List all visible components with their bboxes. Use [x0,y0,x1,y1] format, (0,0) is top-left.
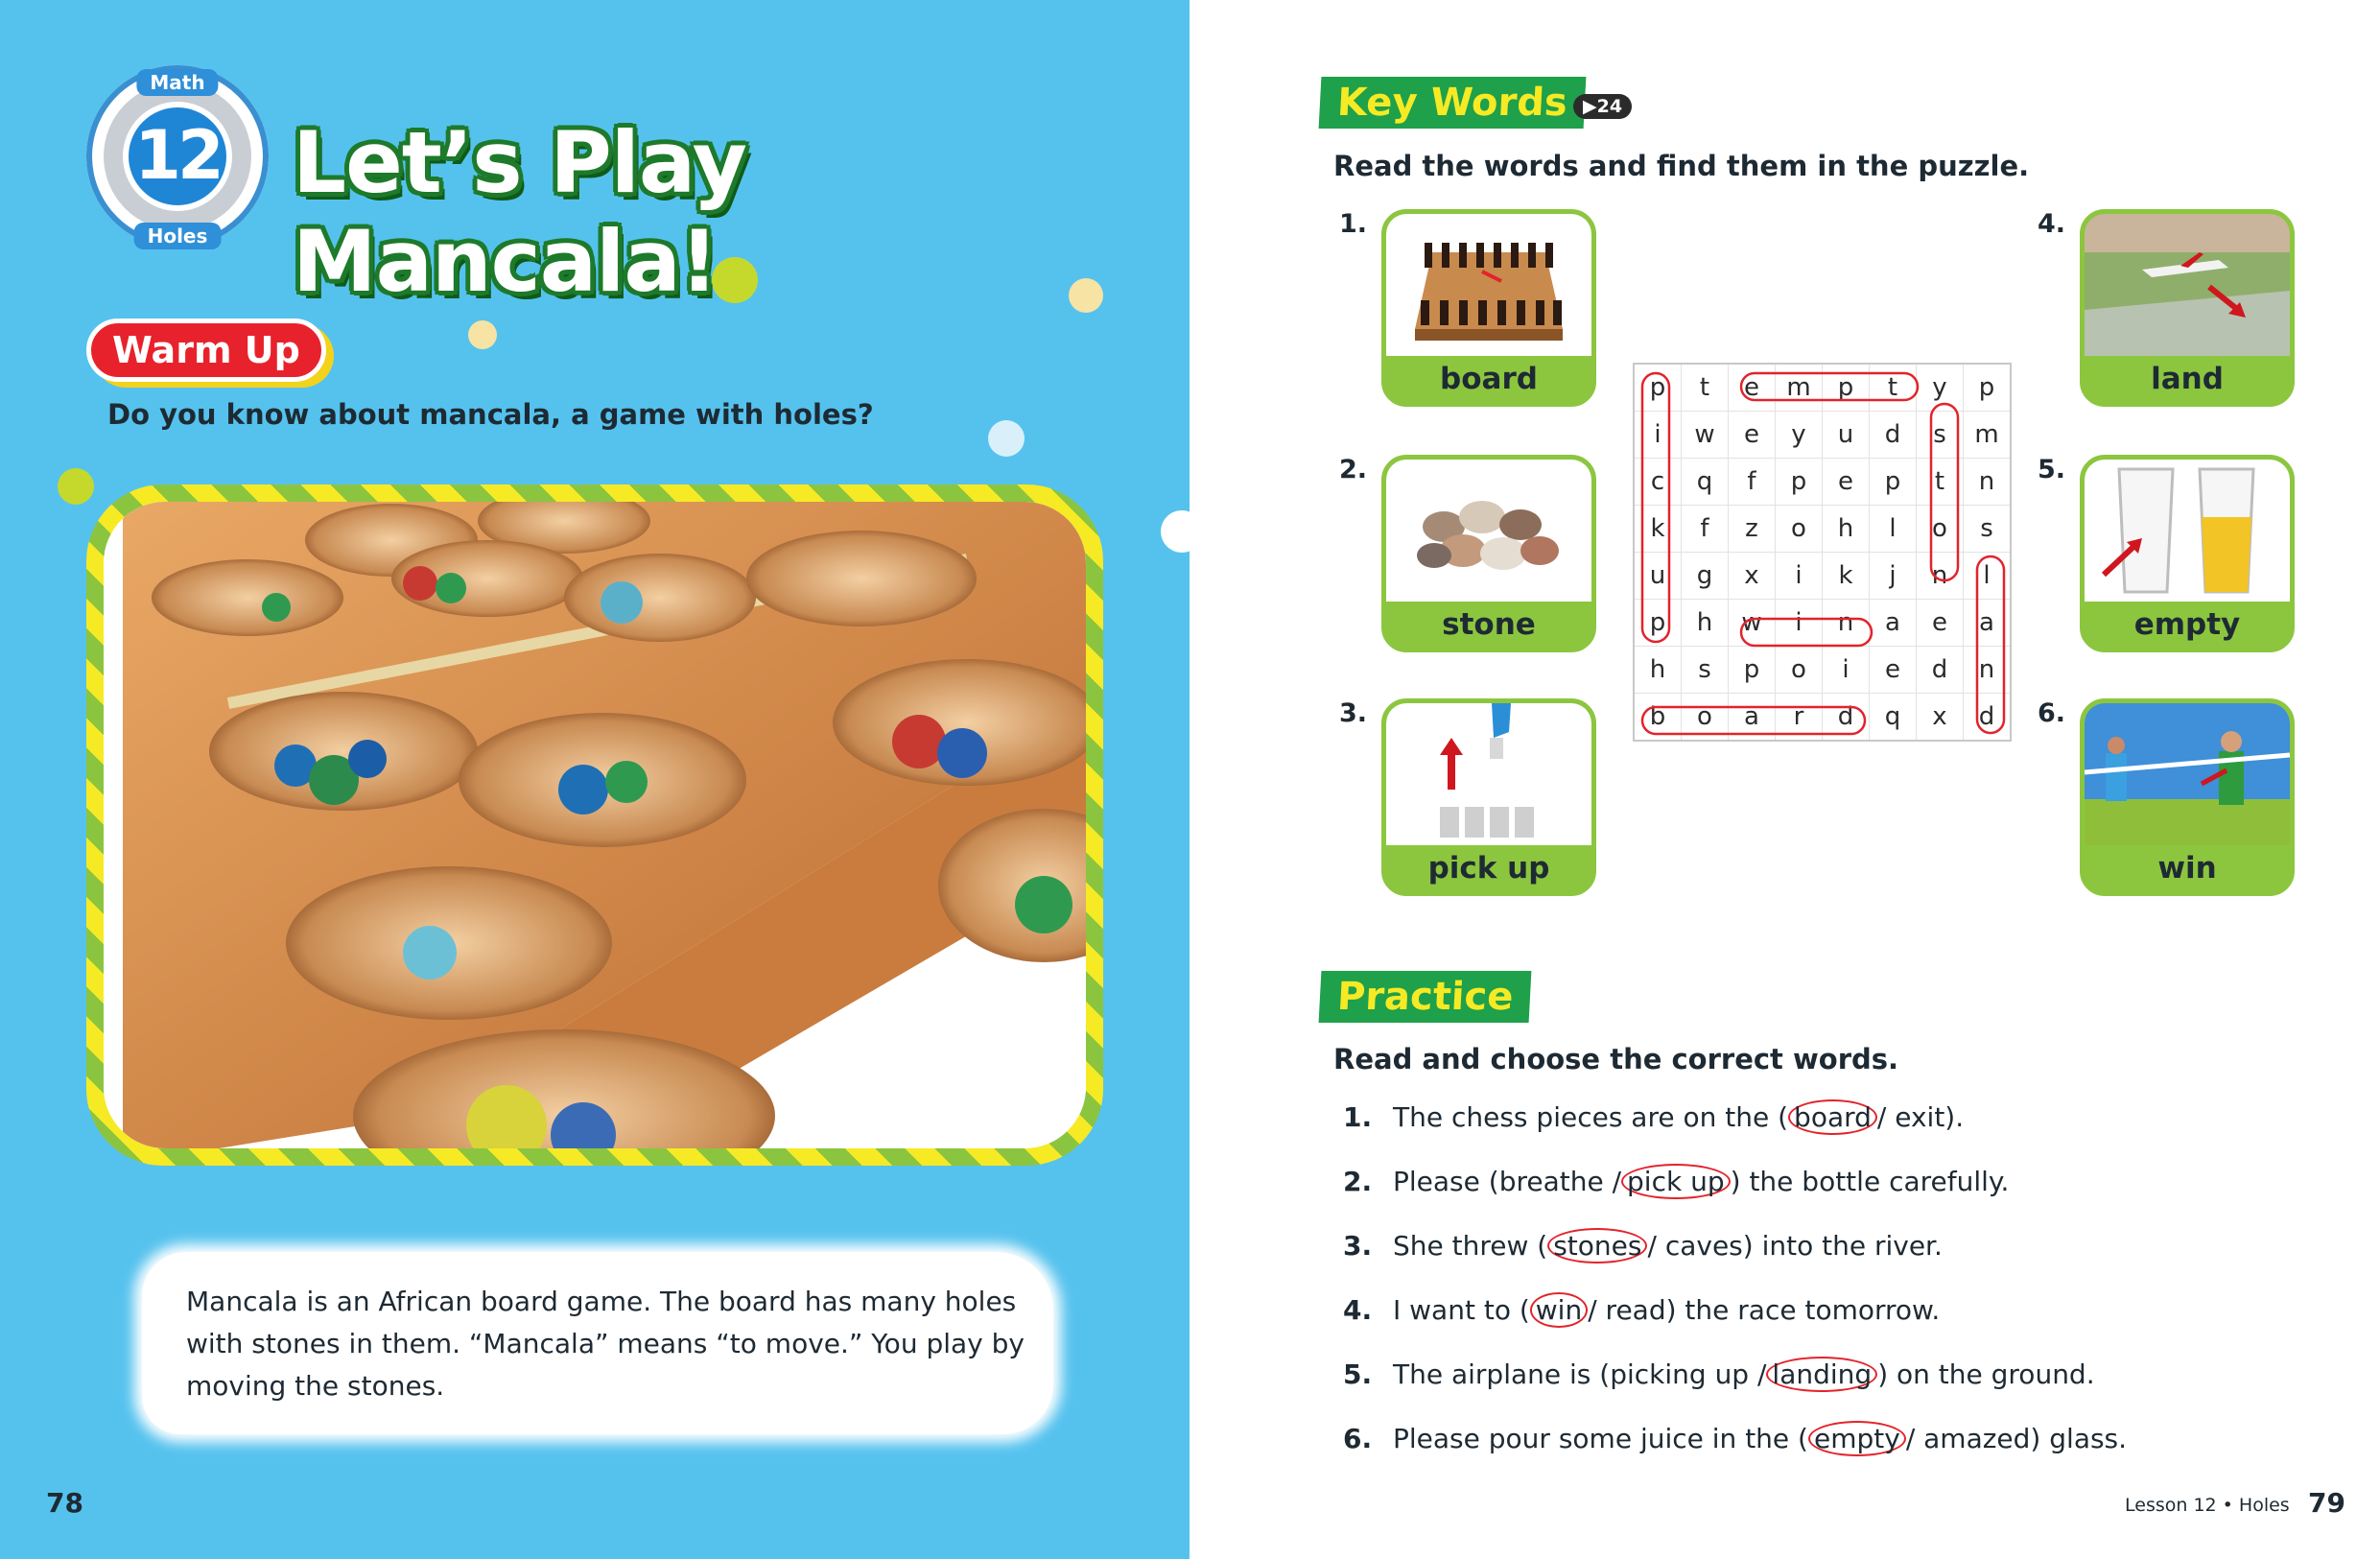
puzzle-cell[interactable]: o [1917,506,1964,553]
puzzle-cell[interactable]: m [1776,364,1823,412]
puzzle-cell[interactable]: a [1964,600,2012,647]
page-number-left: 78 [46,1487,83,1519]
chessboard-image [1386,214,1591,356]
puzzle-cell[interactable]: d [1870,412,1917,459]
unit-badge [86,65,269,257]
puzzle-cell[interactable]: e [1823,459,1870,506]
practice-text-after: / read) the race tomorrow. [1588,1294,1941,1326]
puzzle-cell[interactable]: z [1729,506,1776,553]
lesson-title: Let’s Play Mancala! [293,113,746,311]
puzzle-cell[interactable]: n [1823,600,1870,647]
decor-dot [58,468,94,505]
puzzle-cell[interactable]: p [1823,364,1870,412]
puzzle-cell[interactable]: p [1870,459,1917,506]
practice-number: 3. [1343,1230,1373,1262]
puzzle-cell[interactable]: s [1917,412,1964,459]
practice-number: 4. [1343,1294,1373,1326]
decor-dot [988,420,1025,457]
puzzle-cell[interactable]: j [1870,553,1917,600]
unit-number: 12 [123,102,232,211]
practice-text-after: / caves) into the river. [1647,1230,1943,1262]
puzzle-cell[interactable]: y [1776,412,1823,459]
puzzle-cell[interactable]: a [1870,600,1917,647]
pick-up-image [1386,703,1591,845]
practice-answer[interactable]: pick up [1621,1164,1731,1199]
puzzle-cell[interactable]: i [1776,600,1823,647]
practice-text-before: The airplane is (picking up / [1393,1358,1767,1390]
puzzle-cell[interactable]: w [1729,600,1776,647]
puzzle-cell[interactable]: n [1964,647,2012,694]
word-card-land [2080,209,2295,407]
word-search-puzzle [1633,363,2012,742]
puzzle-cell[interactable]: t [1917,459,1964,506]
card-number: 2. [1339,455,1368,484]
word-label: empty [2133,607,2241,642]
practice-text-after: ) the bottle carefully. [1730,1166,2010,1197]
word-label: land [2151,362,2224,396]
puzzle-cell[interactable]: p [1634,364,1682,412]
audio-track-number: 24 [1596,96,1623,117]
card-number: 4. [2038,209,2066,239]
page-number-right: 79 [2308,1487,2345,1519]
puzzle-cell[interactable]: u [1634,553,1682,600]
puzzle-cell[interactable]: e [1870,647,1917,694]
puzzle-cell[interactable]: p [1729,647,1776,694]
word-label: win [2157,851,2217,886]
puzzle-cell[interactable]: m [1964,412,2012,459]
practice-answer[interactable]: board [1788,1099,1877,1135]
puzzle-cell[interactable]: x [1729,553,1776,600]
puzzle-cell[interactable]: o [1682,694,1729,742]
puzzle-cell[interactable]: p [1634,600,1682,647]
puzzle-cell[interactable]: p [1964,364,2012,412]
key-words-instruction: Read the words and find them in the puzzle. [1333,150,2030,182]
stones-image [1386,460,1591,602]
word-label: board [1440,362,1538,396]
puzzle-cell[interactable]: k [1823,553,1870,600]
practice-answer[interactable]: empty [1808,1421,1906,1456]
practice-text-before: Please (breathe / [1393,1166,1622,1197]
puzzle-cell[interactable]: n [1917,553,1964,600]
footer-lesson: Lesson 12 • Holes [2125,1495,2290,1516]
word-label: pick up [1427,851,1550,886]
practice-number: 5. [1343,1358,1373,1390]
card-number: 5. [2038,455,2066,484]
play-icon: ▶ [1583,96,1597,117]
card-number: 6. [2038,698,2066,728]
unit-topic: Holes [134,223,222,249]
puzzle-cell[interactable]: h [1823,506,1870,553]
practice-answer[interactable]: landing [1766,1357,1877,1392]
mancala-photo [104,502,1086,1148]
puzzle-cell[interactable]: i [1823,647,1870,694]
word-card-board [1381,209,1596,407]
practice-heading: Practice [1319,971,1532,1023]
word-card-empty [2080,455,2295,652]
puzzle-cell[interactable]: s [1964,506,2012,553]
word-card-stone [1381,455,1596,652]
puzzle-cell[interactable]: s [1682,647,1729,694]
practice-text-after: / exit). [1876,1101,1965,1133]
right-page [1190,0,2380,1559]
puzzle-cell[interactable]: d [1917,647,1964,694]
empty-glass-image [2085,460,2290,602]
puzzle-cell[interactable]: l [1870,506,1917,553]
word-card-pick-up [1381,698,1596,896]
puzzle-cell[interactable]: h [1634,647,1682,694]
puzzle-cell[interactable]: q [1870,694,1917,742]
practice-number: 6. [1343,1423,1373,1454]
puzzle-cell[interactable]: c [1634,459,1682,506]
puzzle-cell[interactable]: g [1682,553,1729,600]
puzzle-cell[interactable]: t [1682,364,1729,412]
decor-dot [468,320,497,349]
puzzle-cell[interactable]: i [1634,412,1682,459]
puzzle-row [1634,553,2011,600]
practice-text-after: / amazed) glass. [1905,1423,2128,1454]
puzzle-row [1634,364,2011,412]
puzzle-cell[interactable]: d [1964,694,2012,742]
warm-up-label: Warm Up [86,319,326,382]
puzzle-cell[interactable]: f [1729,459,1776,506]
airplane-landing-image [2085,214,2290,356]
puzzle-cell[interactable]: t [1870,364,1917,412]
puzzle-cell[interactable]: e [1729,412,1776,459]
puzzle-cell[interactable]: o [1776,506,1823,553]
practice-instruction: Read and choose the correct words. [1333,1043,1899,1075]
puzzle-cell[interactable]: e [1917,600,1964,647]
practice-text-after: ) on the ground. [1877,1358,2095,1390]
card-number: 1. [1339,209,1368,239]
puzzle-row [1634,647,2011,694]
puzzle-cell[interactable]: w [1682,412,1729,459]
description-text: Mancala is an African board game. The board has many holes with stones in them. “Mancala” means “to move.” You play by moving the stones. [186,1286,1025,1402]
audio-track-badge[interactable] [1573,94,1632,119]
puzzle-cell[interactable]: b [1634,694,1682,742]
puzzle-cell[interactable]: e [1729,364,1776,412]
puzzle-cell[interactable]: k [1634,506,1682,553]
practice-text-before: The chess pieces are on the ( [1393,1101,1789,1133]
practice-number: 1. [1343,1101,1373,1133]
puzzle-row [1634,506,2011,553]
puzzle-cell[interactable]: l [1964,553,2012,600]
puzzle-row [1634,412,2011,459]
puzzle-row [1634,459,2011,506]
mancala-board-illustration [104,502,1086,1148]
puzzle-cell[interactable]: a [1729,694,1776,742]
puzzle-cell[interactable]: p [1776,459,1823,506]
warm-up-question: Do you know about mancala, a game with holes? [107,398,874,431]
puzzle-cell[interactable]: r [1776,694,1823,742]
puzzle-cell[interactable]: o [1776,647,1823,694]
puzzle-cell[interactable]: q [1682,459,1729,506]
puzzle-cell[interactable]: n [1964,459,2012,506]
card-number: 3. [1339,698,1368,728]
puzzle-cell[interactable]: h [1682,600,1729,647]
description-box [142,1252,1053,1434]
practice-number: 2. [1343,1166,1373,1197]
puzzle-row [1634,694,2011,742]
practice-answer[interactable]: stones [1547,1228,1647,1264]
practice-answer[interactable]: win [1530,1292,1588,1328]
puzzle-cell[interactable]: y [1917,364,1964,412]
puzzle-row [1634,600,2011,647]
unit-subject: Math [136,69,218,96]
word-label: stone [1442,607,1536,642]
key-words-heading: Key Words [1319,77,1587,129]
puzzle-cell[interactable]: u [1823,412,1870,459]
race-winner-image [2085,703,2290,845]
practice-text-before: I want to ( [1393,1294,1530,1326]
puzzle-cell[interactable]: f [1682,506,1729,553]
puzzle-cell[interactable]: d [1823,694,1870,742]
mancala-photo-frame [86,484,1103,1166]
word-card-win [2080,698,2295,896]
puzzle-cell[interactable]: x [1917,694,1964,742]
puzzle-cell[interactable]: i [1776,553,1823,600]
practice-text-before: Please pour some juice in the ( [1393,1423,1808,1454]
practice-text-before: She threw ( [1393,1230,1548,1262]
